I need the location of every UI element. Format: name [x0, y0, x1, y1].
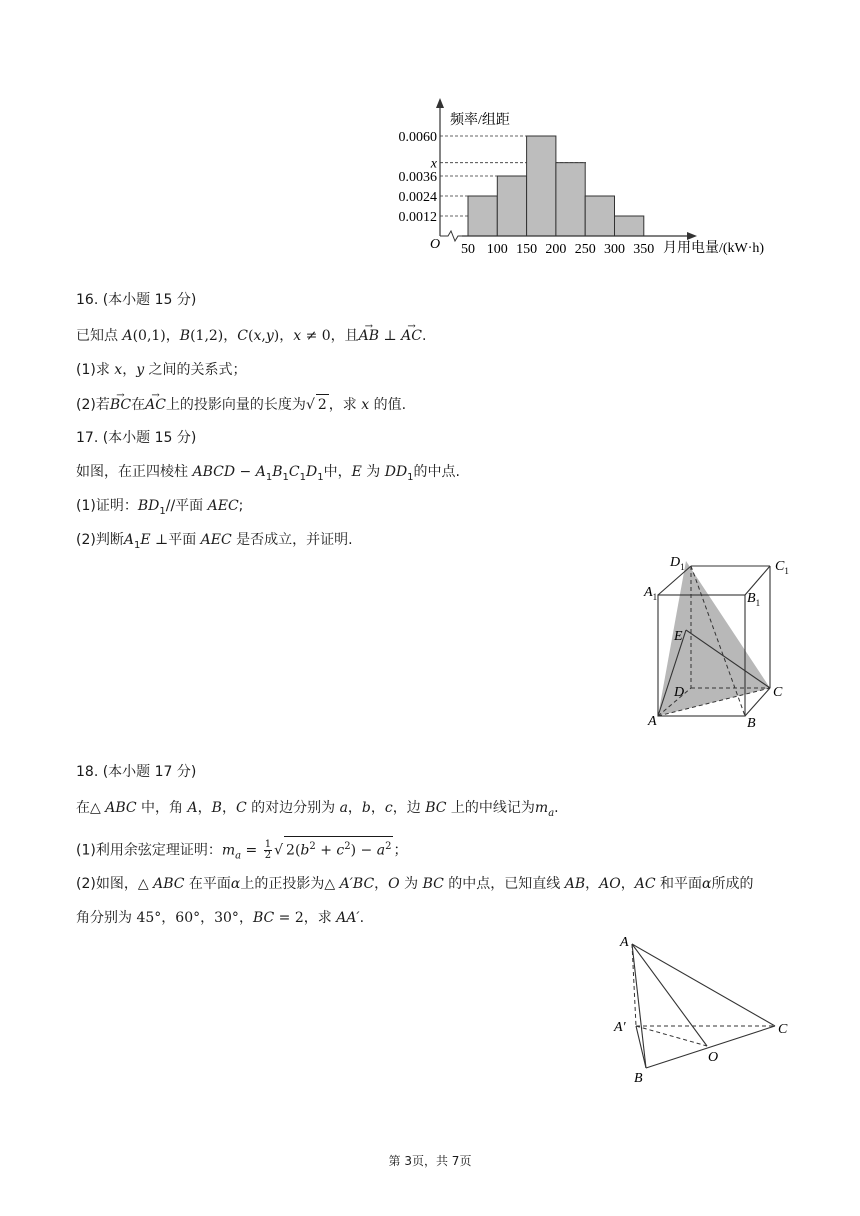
page-footer: 第 3页，共 7页 — [388, 1154, 472, 1168]
label-d1: $D_1$ — [670, 555, 685, 572]
histogram-x-tick: 50 — [461, 242, 475, 257]
label-d: D — [674, 685, 685, 700]
histogram-y-tick: 0.0060 — [398, 130, 437, 145]
label-e: E — [674, 629, 683, 644]
q18-header: 18. (本小题 17 分) — [76, 764, 197, 780]
histogram-bar — [615, 216, 644, 236]
histogram-y-tick: 0.0012 — [398, 210, 437, 225]
histogram-bar — [556, 163, 585, 236]
histogram-bar — [585, 196, 614, 236]
histogram-x-tick: 300 — [604, 242, 625, 257]
q17-part1: (1)证明：$BD_1//$平面 AEC; — [76, 498, 244, 517]
histogram-x-tick: 100 — [486, 242, 508, 257]
histogram-bar — [468, 196, 497, 236]
histogram-bar — [497, 176, 526, 236]
histogram-y-tick: 0.0024 — [398, 190, 437, 205]
q16-header: 16. (本小题 15 分) — [76, 292, 197, 308]
q18-part2-line1: (2)如图，△ ABC 在平面α上的正投影为△ A′BC，O 为 BC 的中点，已知直线 AB，AO，AC 和平面α所成的 — [76, 876, 754, 892]
histogram-bar — [527, 136, 556, 236]
q17-stem: 如图，在正四棱柱 ABCD − $A_1B_1C_1D_1$中，E 为 $DD_1$的中点. — [76, 464, 460, 483]
q17-part2: (2)判断$A_1E$ ⊥平面 AEC 是否成立，并证明. — [76, 532, 353, 551]
q17-header: 17. (本小题 15 分) — [76, 430, 197, 446]
label-a-prime: A′ — [614, 1020, 626, 1035]
label-c: C — [773, 685, 783, 700]
histogram-x-tick: 200 — [545, 242, 567, 257]
label-b: B — [747, 716, 756, 731]
histogram-y-tick: x — [430, 156, 437, 172]
histogram-xlabel: 月用电量/(kW·h) — [663, 241, 765, 256]
q18-stem: 在△ ABC 中，角 A，B，C 的对边分别为 a，b，c，边 BC 上的中线记为$m_a$. — [76, 800, 559, 819]
prism-figure — [630, 550, 800, 740]
histogram-x-tick: 250 — [574, 242, 596, 257]
label-c: C — [778, 1022, 788, 1037]
label-o: O — [708, 1050, 719, 1065]
histogram-x-tick: 150 — [516, 242, 538, 257]
tetrahedron-figure — [610, 930, 800, 1090]
label-a1: $A_1$ — [644, 585, 658, 602]
q18-part1: (1)利用余弦定理证明：$m_a$ = $\frac{1}{2}$ √ $2(b^2 + c^2) - a^2$ ； — [76, 836, 407, 866]
q18-part2-line2: 角分别为 45°，60°，30°，BC = 2，求 AA′. — [76, 910, 365, 926]
q16-part2: (2)若→ BC在→ AC上的投影向量的长度为√ 2 ，求 x 的值. — [76, 394, 406, 415]
label-b: B — [634, 1071, 643, 1086]
histogram-y-tick: 0.0036 — [398, 170, 437, 185]
histogram-figure — [0, 0, 860, 270]
histogram-origin: O — [430, 237, 441, 252]
label-c1: $C_1$ — [775, 559, 789, 576]
histogram-ylabel: 频率/组距 — [450, 113, 510, 128]
histogram-x-tick: 350 — [633, 242, 655, 257]
label-a: A — [620, 935, 629, 950]
q16-stem: 已知点 A(0,1)，B(1,2)，C(x,y)，x ≠ 0，且→ AB ⊥ → AC. — [76, 326, 426, 346]
q16-part1: (1)求 x，y 之间的关系式； — [76, 362, 247, 378]
label-a: A — [648, 714, 657, 729]
label-b1: $B_1$ — [747, 591, 761, 608]
